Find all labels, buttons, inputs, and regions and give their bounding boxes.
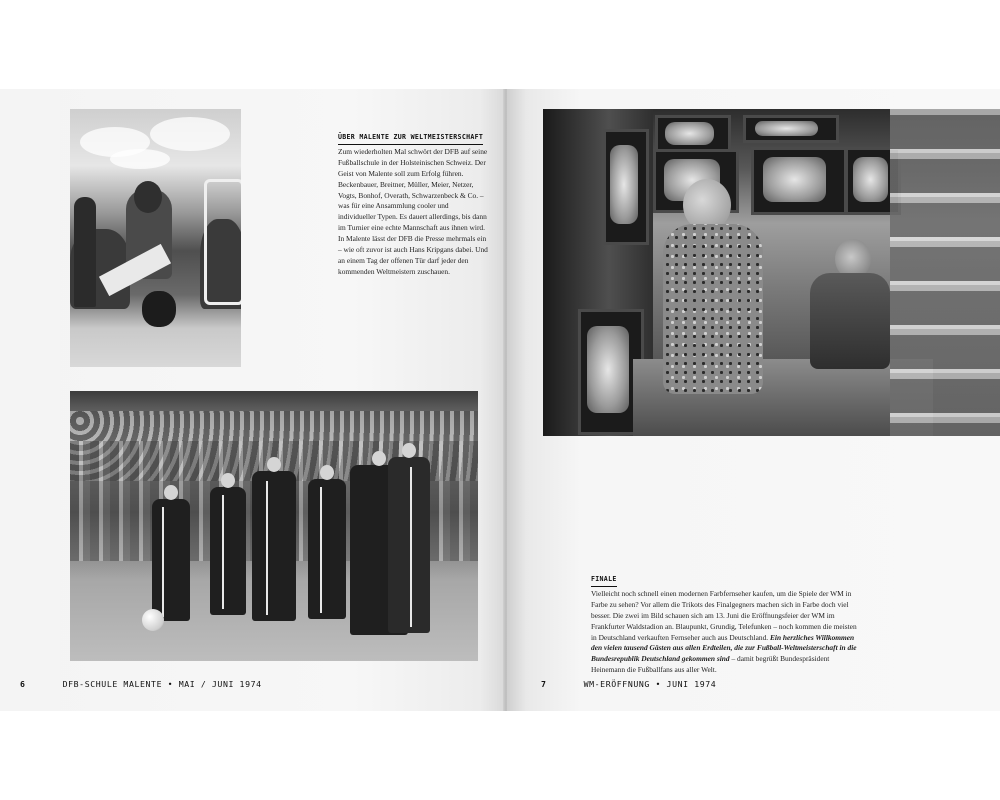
right-page: [507, 89, 1000, 711]
folio-section: WM-ERÖFFNUNG: [583, 679, 650, 689]
left-page: [0, 89, 505, 711]
photo-player-in-chair: [70, 109, 241, 367]
finale-article: [591, 574, 861, 676]
left-folio: [20, 679, 262, 689]
photo-team-training: [70, 391, 478, 661]
boy-watching-tv: [805, 239, 895, 369]
football: [142, 609, 164, 631]
finale-body-end: – damit begrüßt Bundespräsident Heinemann die Fußballfans aus aller Welt.: [591, 654, 830, 675]
photo-tv-shop: [543, 109, 1000, 436]
page-number: 6: [20, 679, 26, 689]
sidebar-article: [338, 132, 488, 278]
magazine-spread: [0, 89, 1000, 711]
finale-body-start: Vielleicht noch schnell einen modernen Farbfernseher kaufen, um die Spiele der WM in Farbe zu sehen? Vor allem die Trikots des Finalgegners machen sich in Farbe doch viel besser. Die zwei im Bild schauen sich am 13. Juni die Eröffnungsfeier der WM im Frankfurter Waldstadion an. Blaupunkt, Grundig, Telefunken – noch kommen die meisten in Deutschland verkauften Fernseher auch aus Deutschland.: [591, 588, 857, 642]
finale-body: [591, 589, 861, 676]
finale-quote: Ein herzliches Willkommen den vielen tausend Gästen aus allen Erdteilen, die zur Fußball-Weltmeisterschaft in die Bundesrepublik Deutschland gekommen sind: [591, 632, 857, 664]
finale-heading: FINALE: [591, 574, 617, 587]
woman-watching-tv: [653, 179, 773, 399]
folio-date: MAI / JUNI 1974: [178, 679, 262, 689]
right-folio: [541, 679, 716, 689]
folio-separator: •: [655, 679, 662, 689]
page-number: 7: [541, 679, 547, 689]
folio-separator: •: [167, 679, 174, 689]
folio-section: DFB-SCHULE MALENTE: [62, 679, 163, 689]
sidebar-heading: ÜBER MALENTE ZUR WELTMEISTERSCHAFT: [338, 132, 483, 145]
sidebar-body: Zum wiederholten Mal schwört der DFB auf seine Fußballschule in der Holsteinischen Schweiz. Der Geist von Malente soll zum Erfolg führen. Beckenbauer, Breitner, Müller, Meier, Netzer, Vogts, Bonhof, Overath, Schwarzenbeck & Co. – was für eine Ansammlung cooler und individueller Typen. Es dauert allerdings, bis dann im Turnier eine echte Mannschaft aus ihnen wird. In Malente lässt der DFB die Presse mehrmals ein – wie oft zuvor ist auch Hans Kripgans dabei. Und an einem Tag der offenen Tür darf jeder den kommenden Weltmeistern zuschauen.: [338, 146, 488, 276]
folio-date: JUNI 1974: [666, 679, 717, 689]
